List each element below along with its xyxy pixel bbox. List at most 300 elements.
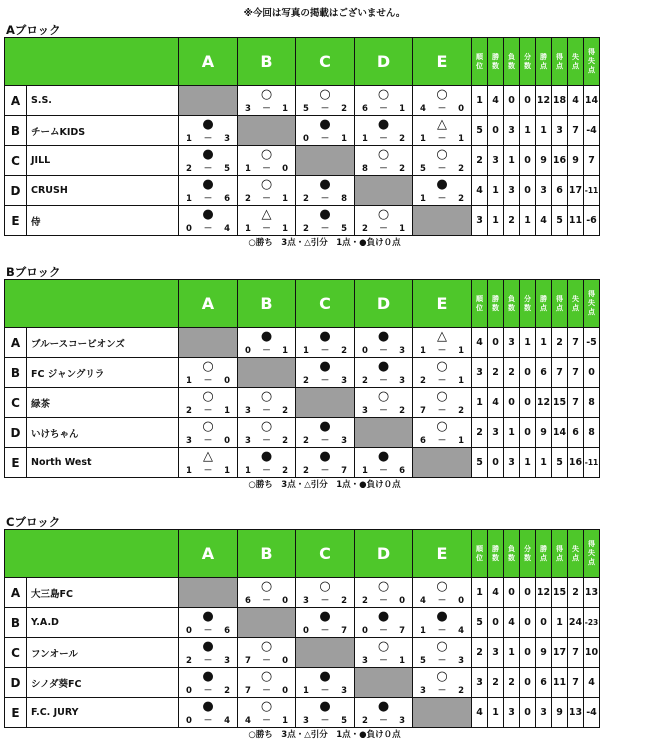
stat-value: 9 <box>568 146 584 176</box>
score-against: 0 <box>399 596 405 606</box>
self-match-cell <box>238 116 296 146</box>
result-symbol: ● <box>202 117 214 132</box>
stat-value: -5 <box>584 328 600 358</box>
stat-value: 6 <box>536 358 552 388</box>
score-for: 2 <box>186 406 192 416</box>
self-match-cell <box>355 418 413 448</box>
stat-value: 3 <box>488 638 504 668</box>
team-letter: A <box>5 328 27 358</box>
score-for: 1 <box>186 466 192 476</box>
match-score <box>413 437 471 446</box>
match-score <box>355 347 412 356</box>
score-against: 2 <box>399 134 405 144</box>
score-for: 1 <box>420 626 426 636</box>
table-row <box>5 448 600 478</box>
team-name: いけちゃん <box>27 418 179 448</box>
match-score <box>238 347 295 356</box>
match-score <box>355 717 412 726</box>
stat-value: -23 <box>584 608 600 638</box>
stat-value: 5 <box>472 448 488 478</box>
stat-value: 4 <box>536 206 552 236</box>
stat-value: 3 <box>472 668 488 698</box>
match-score <box>179 657 237 666</box>
match-score <box>179 407 237 416</box>
header-row <box>5 38 600 86</box>
stat-value: 2 <box>504 668 520 698</box>
score-against: 6 <box>224 194 230 204</box>
stat-column-header: 負 数 <box>504 38 520 86</box>
self-match-cell <box>413 448 472 478</box>
stat-column-header: 順 位 <box>472 38 488 86</box>
stat-value: 1 <box>552 608 568 638</box>
stat-column-header: 得 点 <box>552 530 568 578</box>
score-for: 0 <box>186 224 192 234</box>
stat-value: 6 <box>552 176 568 206</box>
match-result-cell <box>413 116 472 146</box>
team-name: フンオール <box>27 638 179 668</box>
result-symbol: ● <box>319 359 331 374</box>
result-symbol: ● <box>319 449 331 464</box>
result-symbol: ● <box>202 207 214 222</box>
match-score <box>179 195 237 204</box>
result-symbol: ○ <box>202 359 214 374</box>
match-result-cell <box>296 698 355 728</box>
result-symbol: ○ <box>260 419 273 434</box>
stat-value: 1 <box>536 448 552 478</box>
stat-value: -6 <box>584 206 600 236</box>
stat-value: 0 <box>488 116 504 146</box>
score-for: 0 <box>186 626 192 636</box>
score-dash: － <box>379 224 388 234</box>
score-for: 0 <box>303 626 309 636</box>
match-score <box>179 377 237 386</box>
score-for: 6 <box>245 596 251 606</box>
match-result-cell <box>413 176 472 206</box>
match-result-cell <box>179 116 238 146</box>
result-symbol: ○ <box>260 147 273 162</box>
team-name: S.S. <box>27 86 179 116</box>
score-against: 2 <box>224 686 230 696</box>
score-for: 2 <box>303 466 309 476</box>
match-score <box>296 105 354 114</box>
score-against: 6 <box>224 626 230 636</box>
score-for: 0 <box>186 716 192 726</box>
score-dash: － <box>320 686 330 696</box>
stat-column-header: 失 点 <box>568 38 584 86</box>
team-column-header: C <box>296 38 355 86</box>
stat-value: 9 <box>536 418 552 448</box>
match-score <box>296 135 354 144</box>
score-for: 0 <box>362 346 368 356</box>
result-symbol: △ <box>437 329 447 344</box>
stat-value: 3 <box>504 328 520 358</box>
stat-value: 7 <box>568 328 584 358</box>
match-result-cell <box>413 608 472 638</box>
stat-value: -4 <box>584 698 600 728</box>
score-for: 5 <box>303 104 309 114</box>
score-dash: － <box>437 626 447 636</box>
score-for: 7 <box>420 406 426 416</box>
self-match-cell <box>355 176 413 206</box>
score-against: 2 <box>282 406 288 416</box>
team-name: 侍 <box>27 206 179 236</box>
stat-column-header: 負 数 <box>504 280 520 328</box>
team-name: 緑茶 <box>27 388 179 418</box>
team-letter: B <box>5 358 27 388</box>
score-for: 2 <box>420 376 426 386</box>
stat-value: 1 <box>472 388 488 418</box>
match-result-cell <box>296 608 355 638</box>
stat-value: 9 <box>552 698 568 728</box>
score-against: 2 <box>282 436 288 446</box>
stat-column-header: 得 点 <box>552 38 568 86</box>
score-dash: － <box>203 376 213 386</box>
team-column-header: C <box>296 530 355 578</box>
league-table <box>4 37 600 236</box>
team-column-header: B <box>238 530 296 578</box>
stat-value: 7 <box>568 388 584 418</box>
table-row <box>5 176 600 206</box>
stat-value: 0 <box>536 608 552 638</box>
score-dash: － <box>262 104 271 114</box>
match-score <box>296 225 354 234</box>
result-symbol: ● <box>260 329 273 344</box>
result-symbol: ○ <box>377 207 390 222</box>
result-symbol: ● <box>260 449 273 464</box>
stat-value: 11 <box>552 668 568 698</box>
stat-column-header: 勝 数 <box>488 280 504 328</box>
score-against: 8 <box>341 194 347 204</box>
result-symbol: ● <box>319 117 331 132</box>
score-against: 2 <box>341 346 347 356</box>
score-against: 0 <box>282 656 288 666</box>
match-result-cell <box>179 388 238 418</box>
score-for: 0 <box>362 626 368 636</box>
self-match-cell <box>413 206 472 236</box>
stat-value: 4 <box>504 608 520 638</box>
score-for: 3 <box>245 104 251 114</box>
match-result-cell <box>238 668 296 698</box>
stat-value: 5 <box>472 116 488 146</box>
stat-value: 4 <box>472 176 488 206</box>
score-against: 5 <box>341 716 347 726</box>
result-symbol: ● <box>377 609 390 624</box>
match-result-cell <box>355 146 413 176</box>
score-against: 2 <box>458 164 464 174</box>
stat-value: 0 <box>520 358 536 388</box>
self-match-cell <box>413 698 472 728</box>
result-symbol: ● <box>319 609 331 624</box>
match-score <box>238 467 295 476</box>
stat-value: 1 <box>536 116 552 146</box>
score-dash: － <box>320 346 330 356</box>
match-result-cell <box>296 358 355 388</box>
match-score <box>413 135 471 144</box>
score-against: 1 <box>282 104 288 114</box>
score-against: 1 <box>224 406 230 416</box>
score-for: 4 <box>420 596 426 606</box>
match-result-cell <box>179 448 238 478</box>
header-corner <box>5 280 179 328</box>
score-dash: － <box>203 406 213 416</box>
match-score <box>413 687 471 696</box>
stat-column-header: 分 数 <box>520 530 536 578</box>
score-against: 0 <box>224 376 230 386</box>
self-match-cell <box>238 608 296 638</box>
match-result-cell <box>179 698 238 728</box>
stat-column-header: 得 失 点 <box>584 530 600 578</box>
match-score <box>355 165 412 174</box>
score-dash: － <box>203 656 213 666</box>
score-dash: － <box>437 656 447 666</box>
stat-value: 4 <box>488 578 504 608</box>
score-dash: － <box>320 376 330 386</box>
score-dash: － <box>379 406 388 416</box>
team-letter: B <box>5 608 27 638</box>
result-symbol: ● <box>319 419 331 434</box>
score-for: 7 <box>245 686 251 696</box>
score-dash: － <box>203 716 213 726</box>
stat-value: 4 <box>472 328 488 358</box>
match-score <box>355 657 412 666</box>
stat-value: 3 <box>504 698 520 728</box>
result-symbol: ○ <box>319 579 331 594</box>
score-for: 1 <box>362 466 368 476</box>
stat-value: 16 <box>568 448 584 478</box>
match-score <box>413 195 471 204</box>
match-score <box>355 225 412 234</box>
score-against: 0 <box>282 596 288 606</box>
score-for: 8 <box>362 164 368 174</box>
team-letter: C <box>5 388 27 418</box>
team-name: F.C. JURY <box>27 698 179 728</box>
score-dash: － <box>437 194 447 204</box>
stat-value: 1 <box>520 206 536 236</box>
stat-value: 1 <box>504 638 520 668</box>
stat-value: 15 <box>552 388 568 418</box>
score-for: 1 <box>420 134 426 144</box>
match-score <box>179 717 237 726</box>
match-result-cell <box>179 358 238 388</box>
match-result-cell <box>413 578 472 608</box>
match-score <box>238 105 295 114</box>
score-for: 1 <box>186 194 192 204</box>
score-dash: － <box>262 346 271 356</box>
team-letter: C <box>5 638 27 668</box>
table-row <box>5 328 600 358</box>
match-score <box>238 657 295 666</box>
stat-value: 2 <box>488 358 504 388</box>
stat-value: 9 <box>536 638 552 668</box>
score-for: 2 <box>186 164 192 174</box>
score-against: 3 <box>399 376 405 386</box>
result-symbol: ● <box>202 639 214 654</box>
match-score <box>238 195 295 204</box>
match-result-cell <box>238 448 296 478</box>
match-result-cell <box>296 86 355 116</box>
team-letter: E <box>5 206 27 236</box>
match-score <box>179 687 237 696</box>
match-result-cell <box>296 418 355 448</box>
score-for: 3 <box>362 656 368 666</box>
match-result-cell <box>413 146 472 176</box>
stat-value: 9 <box>536 146 552 176</box>
result-symbol: ● <box>319 207 331 222</box>
score-for: 2 <box>303 436 309 446</box>
match-result-cell <box>179 418 238 448</box>
score-for: 1 <box>245 224 251 234</box>
score-for: 1 <box>245 466 251 476</box>
stat-column-header: 勝 点 <box>536 280 552 328</box>
stat-value: 0 <box>488 448 504 478</box>
score-for: 1 <box>420 346 426 356</box>
photo-notice: ※今回は写真の掲載はございません。 <box>243 8 406 19</box>
score-for: 2 <box>303 376 309 386</box>
result-symbol: △ <box>203 449 213 464</box>
stat-value: -11 <box>584 176 600 206</box>
score-dash: － <box>203 466 213 476</box>
stat-value: 0 <box>520 388 536 418</box>
match-result-cell <box>179 206 238 236</box>
stat-column-header: 勝 点 <box>536 38 552 86</box>
stat-value: -11 <box>584 448 600 478</box>
team-letter: B <box>5 116 27 146</box>
legend-note: ○勝ち 3点・△引分 1点・●負け０点 <box>248 480 401 490</box>
header-row <box>5 280 600 328</box>
match-score <box>355 105 412 114</box>
result-symbol: ○ <box>202 389 214 404</box>
match-result-cell <box>355 358 413 388</box>
result-symbol: ○ <box>377 147 390 162</box>
stat-value: 1 <box>504 146 520 176</box>
team-name: North West <box>27 448 179 478</box>
match-result-cell <box>179 638 238 668</box>
score-dash: － <box>203 686 213 696</box>
block-title: Cブロック <box>6 515 61 529</box>
score-against: 0 <box>282 164 288 174</box>
score-dash: － <box>379 346 388 356</box>
match-result-cell <box>238 638 296 668</box>
score-dash: － <box>437 406 447 416</box>
match-score <box>413 347 471 356</box>
match-score <box>296 437 354 446</box>
score-for: 3 <box>362 406 368 416</box>
team-letter: D <box>5 176 27 206</box>
result-symbol: ○ <box>260 177 273 192</box>
team-column-header: B <box>238 280 296 328</box>
team-letter: A <box>5 86 27 116</box>
stat-value: 3 <box>504 176 520 206</box>
match-score <box>296 195 354 204</box>
team-column-header: D <box>355 280 413 328</box>
team-column-header: A <box>179 530 238 578</box>
score-dash: － <box>379 596 388 606</box>
match-result-cell <box>296 448 355 478</box>
match-result-cell <box>296 578 355 608</box>
score-against: 7 <box>341 466 347 476</box>
table-row <box>5 146 600 176</box>
result-symbol: ○ <box>436 669 448 684</box>
match-result-cell <box>179 146 238 176</box>
score-dash: － <box>320 134 330 144</box>
self-match-cell <box>296 388 355 418</box>
match-result-cell <box>179 668 238 698</box>
team-column-header: C <box>296 280 355 328</box>
self-match-cell <box>179 328 238 358</box>
score-for: 2 <box>362 596 368 606</box>
score-dash: － <box>320 194 330 204</box>
result-symbol: ● <box>319 177 331 192</box>
score-against: 0 <box>458 596 464 606</box>
match-result-cell <box>413 418 472 448</box>
score-against: 2 <box>458 406 464 416</box>
score-against: 4 <box>224 716 230 726</box>
score-against: 1 <box>282 224 288 234</box>
stat-value: 1 <box>488 176 504 206</box>
score-dash: － <box>379 466 388 476</box>
stat-value: 7 <box>568 358 584 388</box>
self-match-cell <box>296 638 355 668</box>
score-against: 7 <box>341 626 347 636</box>
stat-value: 3 <box>536 698 552 728</box>
stat-value: 7 <box>552 358 568 388</box>
team-letter: E <box>5 448 27 478</box>
score-for: 0 <box>303 134 309 144</box>
score-for: 0 <box>245 346 251 356</box>
match-result-cell <box>238 418 296 448</box>
score-dash: － <box>262 686 271 696</box>
match-score <box>238 407 295 416</box>
match-score <box>179 437 237 446</box>
stat-value: 3 <box>488 146 504 176</box>
stat-value: 1 <box>504 418 520 448</box>
score-dash: － <box>262 436 271 446</box>
team-name: CRUSH <box>27 176 179 206</box>
match-score <box>238 225 295 234</box>
score-against: 5 <box>341 224 347 234</box>
team-column-header: A <box>179 280 238 328</box>
table-row <box>5 86 600 116</box>
match-score <box>413 105 471 114</box>
score-dash: － <box>379 716 388 726</box>
match-result-cell <box>355 608 413 638</box>
score-for: 1 <box>362 134 368 144</box>
table-row <box>5 608 600 638</box>
score-against: 0 <box>224 436 230 446</box>
result-symbol: ○ <box>436 639 448 654</box>
score-against: 1 <box>399 224 405 234</box>
score-for: 1 <box>186 134 192 144</box>
score-dash: － <box>262 164 271 174</box>
table-row <box>5 116 600 146</box>
result-symbol: ○ <box>377 87 390 102</box>
stat-value: 2 <box>504 206 520 236</box>
score-against: 3 <box>341 686 347 696</box>
match-score <box>296 377 354 386</box>
stat-value: 4 <box>568 86 584 116</box>
table-row <box>5 698 600 728</box>
match-result-cell <box>413 638 472 668</box>
match-score <box>238 597 295 606</box>
score-against: 3 <box>399 716 405 726</box>
stat-value: 1 <box>520 448 536 478</box>
score-for: 6 <box>420 436 426 446</box>
team-letter: D <box>5 418 27 448</box>
result-symbol: ○ <box>260 579 273 594</box>
score-dash: － <box>262 656 271 666</box>
stat-value: 1 <box>472 86 488 116</box>
result-symbol: ● <box>377 449 390 464</box>
